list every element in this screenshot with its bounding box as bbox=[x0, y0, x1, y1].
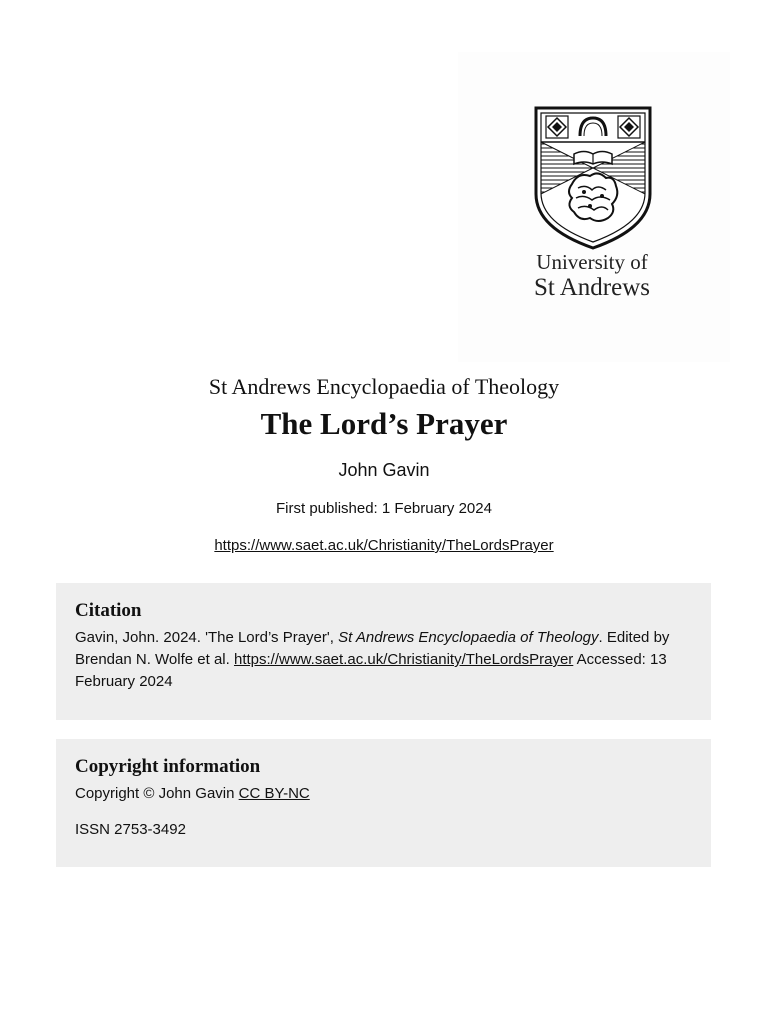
university-logo bbox=[458, 52, 730, 362]
copyright-heading: Copyright information bbox=[75, 756, 261, 777]
citation-text-before: Gavin, John. 2024. 'The Lord’s Prayer', bbox=[75, 629, 339, 646]
citation-text-middle: . Edited by Brendan N. Wolfe et al. bbox=[75, 629, 670, 668]
issn: ISSN 2753-3492 bbox=[75, 821, 186, 838]
citation-heading: Citation bbox=[75, 600, 142, 621]
copyright-text bbox=[75, 783, 692, 805]
citation-text-after: Accessed: 13 February 2024 bbox=[75, 651, 667, 690]
series-title: St Andrews Encyclopaedia of Theology bbox=[208, 374, 560, 399]
citation-text bbox=[75, 627, 692, 693]
copyright-owner: Copyright © John Gavin bbox=[75, 785, 239, 802]
citation-url-link[interactable]: https://www.saet.ac.uk/Christianity/TheLordsPrayer bbox=[233, 651, 574, 668]
license-link[interactable]: CC BY-NC bbox=[238, 785, 310, 802]
article-url-link[interactable]: https://www.saet.ac.uk/Christianity/TheLordsPrayer bbox=[214, 537, 554, 554]
logo-university-of: University of bbox=[536, 250, 648, 274]
university-crest-icon bbox=[532, 106, 654, 250]
citation-box bbox=[56, 583, 711, 720]
article-url bbox=[0, 537, 768, 554]
author-name: John Gavin bbox=[338, 460, 430, 480]
copyright-box bbox=[56, 739, 711, 867]
article-title: The Lord’s Prayer bbox=[260, 406, 508, 441]
publication-date: First published: 1 February 2024 bbox=[276, 500, 492, 517]
logo-st-andrews: St Andrews bbox=[534, 274, 650, 301]
citation-journal: St Andrews Encyclopaedia of Theology bbox=[338, 629, 599, 646]
